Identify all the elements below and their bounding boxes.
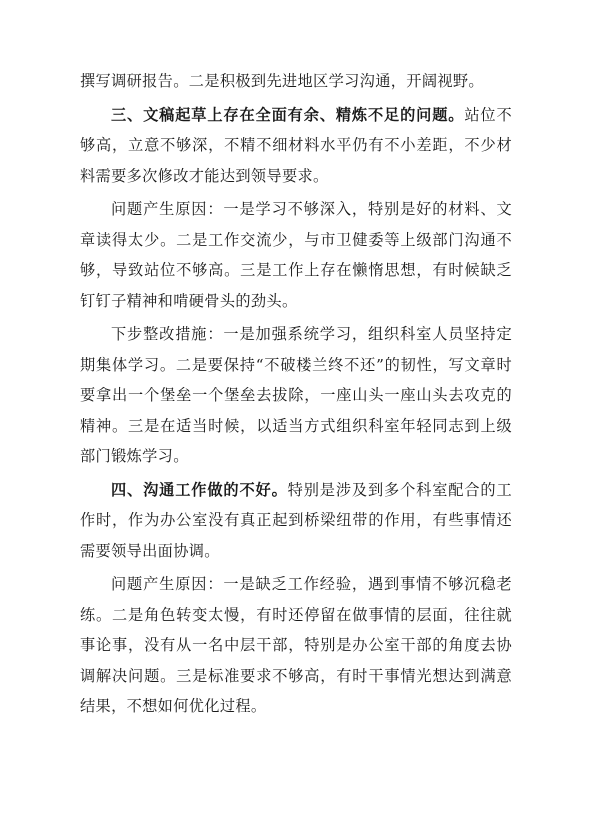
document-page: [80, 66, 512, 722]
paragraph-text: 撰写调研报告。二是积极到先进地区学习沟通，开阔视野。: [80, 72, 484, 90]
section-four-text: 特别是涉及到多个科室配合的工作时，作为办公室没有真正起到桥梁纽带的作用，有些事情还需要领导出面协调。: [80, 480, 512, 560]
section-four-paragraph: [80, 475, 512, 567]
paragraph-continuation: [80, 66, 512, 97]
section-four-heading: 四、沟通工作做的不好。: [111, 480, 288, 499]
cause-paragraph-four: [80, 569, 512, 722]
section-three-heading: 三、文稿起草上存在全面有余、精炼不足的问题。: [111, 105, 465, 124]
cause-text-four: 问题产生原因：一是缺乏工作经验，遇到事情不够沉稳老练。二是角色转变太慢，有时还停留在做事情的层面，往往就事论事，没有从一名中层干部，特别是办公室干部的角度去协调解决问题。三是标准要求不够高，有时干事情光想达到满意结果，不想如何优化过程。: [80, 575, 512, 715]
section-three-paragraph: [80, 100, 512, 192]
measures-text-three: 下步整改措施：一是加强系统学习，组织科室人员坚持定期集体学习。二是要保持“不破楼兰终不还”的韧性，写文章时要拿出一个堡垒一个堡垒去拔除，一座山头一座山头去攻克的精神。三是在适当时候，以适当方式组织科室年轻同志到上级部门锻炼学习。: [80, 325, 512, 465]
cause-paragraph-three: [80, 194, 512, 316]
section-three-text: 站位不够高，立意不够深，不精不细材料水平仍有不小差距，不少材料需要多次修改才能达到领导要求。: [80, 105, 512, 185]
cause-text-three: 问题产生原因：一是学习不够深入，特别是好的材料、文章读得太少。二是工作交流少，与市卫健委等上级部门沟通不够，导致站位不够高。三是工作上存在懒惰思想，有时候缺乏钉钉子精神和啃硬骨头的劲头。: [80, 200, 512, 310]
measures-paragraph-three: [80, 319, 512, 472]
